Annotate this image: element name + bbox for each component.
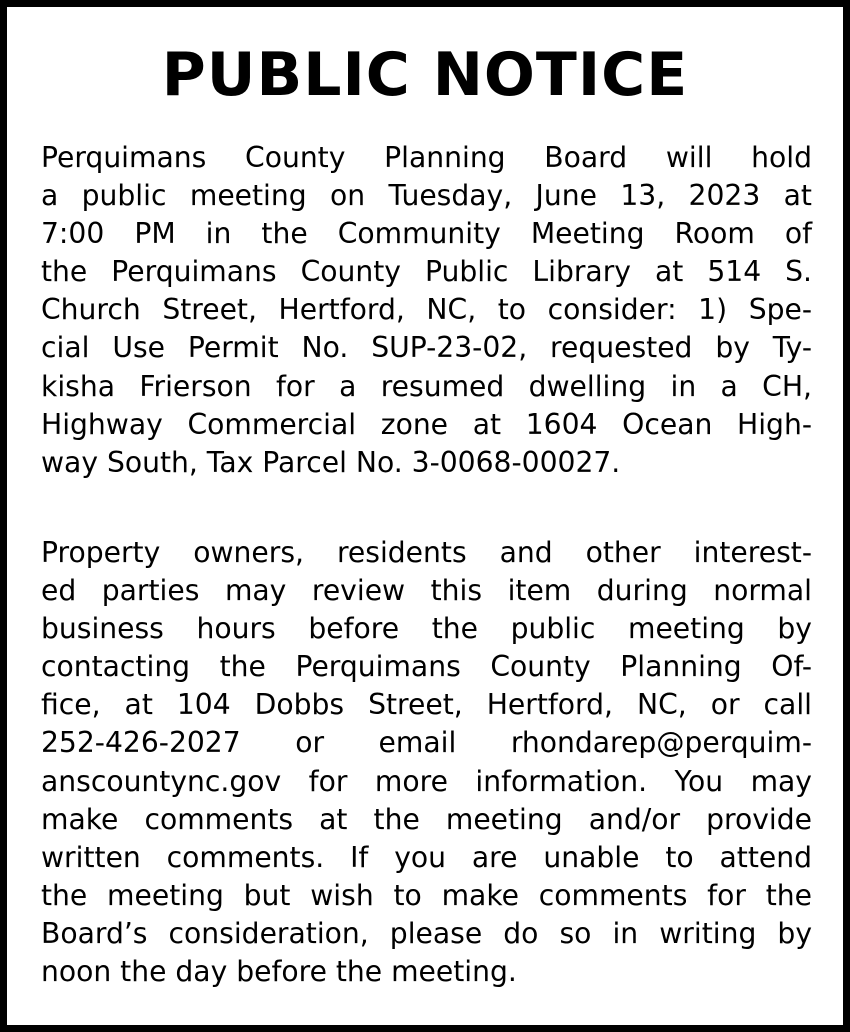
text-line: anscountync.gov for more information. You may	[41, 764, 812, 798]
text-line: the meeting but wish to make comments for the	[41, 878, 812, 912]
text-line: make comments at the meeting and/or provide	[41, 802, 812, 836]
notice-paragraph-meeting	[41, 139, 812, 482]
text-line: way South, Tax Parcel No. 3-0068-00027.	[41, 445, 621, 479]
text-line: ed parties may review this item during normal	[41, 574, 812, 608]
text-line: business hours before the public meeting by	[41, 612, 812, 646]
text-line: fice, at 104 Dobbs Street, Hertford, NC, or call	[41, 688, 812, 722]
text-line: Church Street, Hertford, NC, to consider: 1) Spe-	[41, 293, 812, 327]
text-line: a public meeting on Tuesday, June 13, 2023 at	[41, 179, 812, 213]
text-line: cial Use Permit No. SUP-23-02, requested by Ty-	[41, 331, 812, 365]
text-line: Highway Commercial zone at 1604 Ocean High-	[41, 407, 812, 441]
text-line: noon the day before the meeting.	[41, 955, 517, 989]
text-line: 7:00 PM in the Community Meeting Room of	[41, 217, 812, 251]
text-line: written comments. If you are unable to attend	[41, 840, 812, 874]
text-line: the Perquimans County Public Library at 514 S.	[41, 255, 812, 289]
notice-paragraph-review	[41, 534, 812, 991]
text-line: Board’s consideration, please do so in writing by	[41, 916, 812, 950]
text-line: kisha Frierson for a resumed dwelling in a CH,	[41, 369, 812, 403]
text-line: Property owners, residents and other interest-	[41, 536, 812, 569]
text-line: Perquimans County Planning Board will hold	[41, 141, 812, 174]
notice-title: PUBLIC NOTICE	[161, 40, 689, 110]
text-line: contacting the Perquimans County Planning Of-	[41, 650, 812, 684]
text-line: 252-426-2027 or email rhondarep@perquim-	[41, 726, 812, 760]
